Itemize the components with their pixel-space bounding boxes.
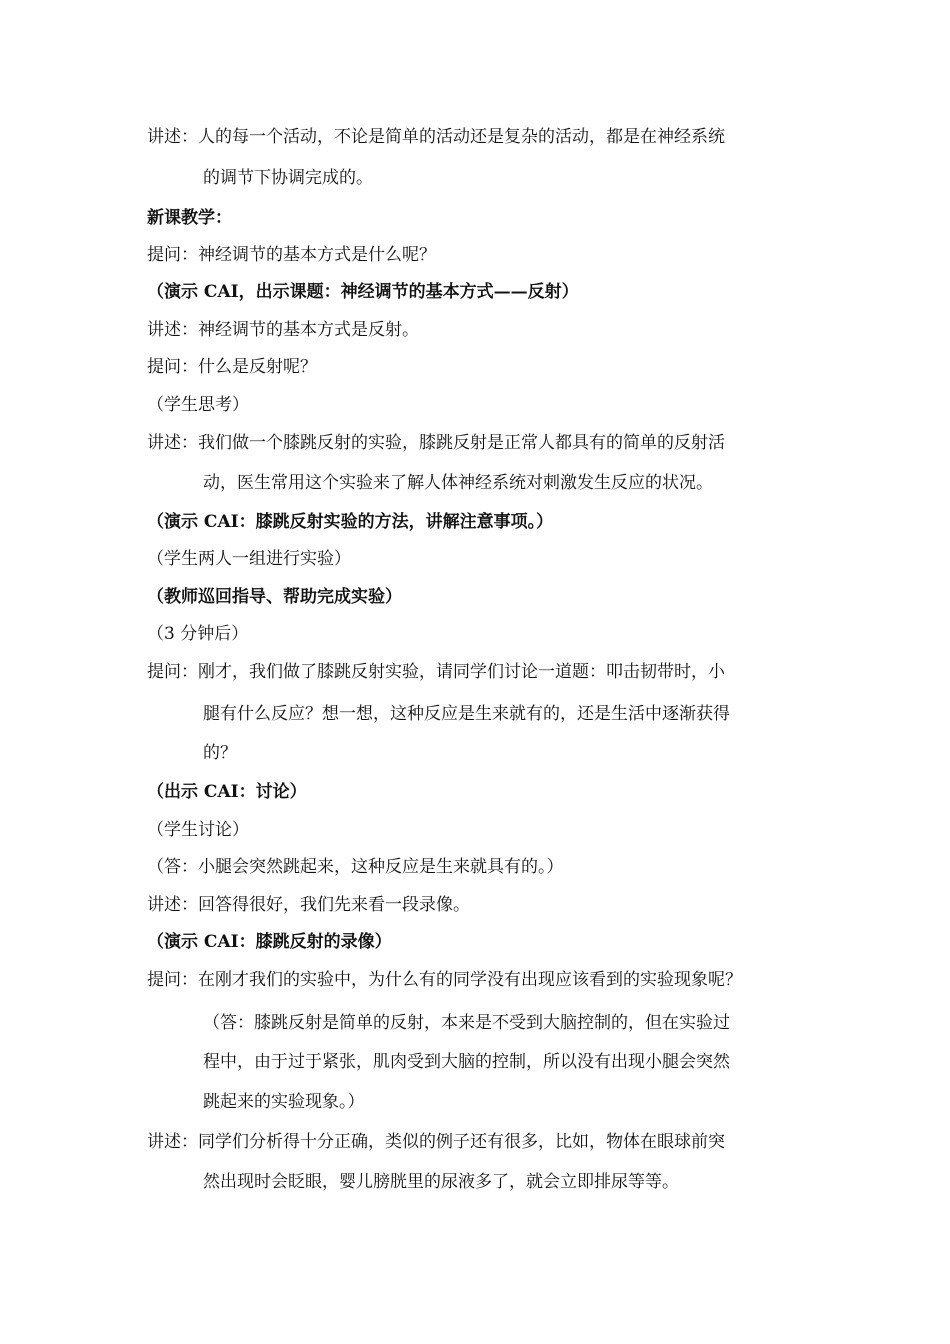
text-line-11: 提问：刚才，我们做了膝跳反射实验，请同学们讨论一道题：叩击韧带时，小 (147, 662, 725, 682)
text-line-22: 然出现时会眨眼，婴儿膀胱里的尿液多了，就会立即排尿等等。 (203, 1172, 679, 1192)
cai-note-5: （演示 CAI：膝跳反射的录像） (147, 932, 392, 952)
text-line-14: （学生讨论） (147, 820, 249, 840)
cai-note-3: （教师巡回指导、帮助完成实验） (147, 587, 402, 607)
text-line-5: 提问：什么是反射呢？ (147, 357, 317, 377)
cai-note-4: （出示 CAI：讨论） (147, 782, 307, 802)
text-line-10: （3 分钟后） (147, 624, 249, 644)
cai-note-2: （演示 CAI：膝跳反射实验的方法，讲解注意事项。） (147, 512, 554, 532)
text-line-15: （答：小腿会突然跳起来，这种反应是生来就具有的。） (147, 857, 564, 877)
text-line-7: 讲述：我们做一个膝跳反射的实验，膝跳反射是正常人都具有的简单的反射活 (147, 433, 725, 453)
text-line-16: 讲述：回答得很好，我们先来看一段录像。 (147, 895, 470, 915)
text-line-1: 讲述：人的每一个活动，不论是简单的活动还是复杂的活动，都是在神经系统 (147, 127, 725, 147)
text-line-20: 跳起来的实验现象。） (203, 1092, 365, 1112)
section-heading: 新课教学： (147, 208, 232, 228)
text-line-6: （学生思考） (147, 395, 249, 415)
text-line-3: 提问：神经调节的基本方式是什么呢？ (147, 245, 436, 265)
text-line-13: 的？ (203, 743, 237, 763)
text-line-21: 讲述：同学们分析得十分正确，类似的例子还有很多，比如，物体在眼球前突 (147, 1132, 725, 1152)
text-line-19: 程中，由于过于紧张，肌肉受到大脑的控制，所以没有出现小腿会突然 (203, 1052, 730, 1072)
text-line-8: 动，医生常用这个实验来了解人体神经系统对刺激发生反应的状况。 (203, 473, 713, 493)
cai-note-1: （演示 CAI，出示课题：神经调节的基本方式——反射） (147, 282, 579, 302)
text-line-4: 讲述：神经调节的基本方式是反射。 (147, 320, 419, 340)
text-line-2: 的调节下协调完成的。 (203, 168, 373, 188)
text-line-17: 提问：在刚才我们的实验中，为什么有的同学没有出现应该看到的实验现象呢？ (147, 970, 742, 990)
text-line-9: （学生两人一组进行实验） (147, 549, 351, 569)
text-line-12: 腿有什么反应？想一想，这种反应是生来就有的，还是生活中逐渐获得 (203, 704, 730, 724)
text-line-18: （答：膝跳反射是简单的反射，本来是不受到大脑控制的，但在实验过 (203, 1013, 730, 1033)
